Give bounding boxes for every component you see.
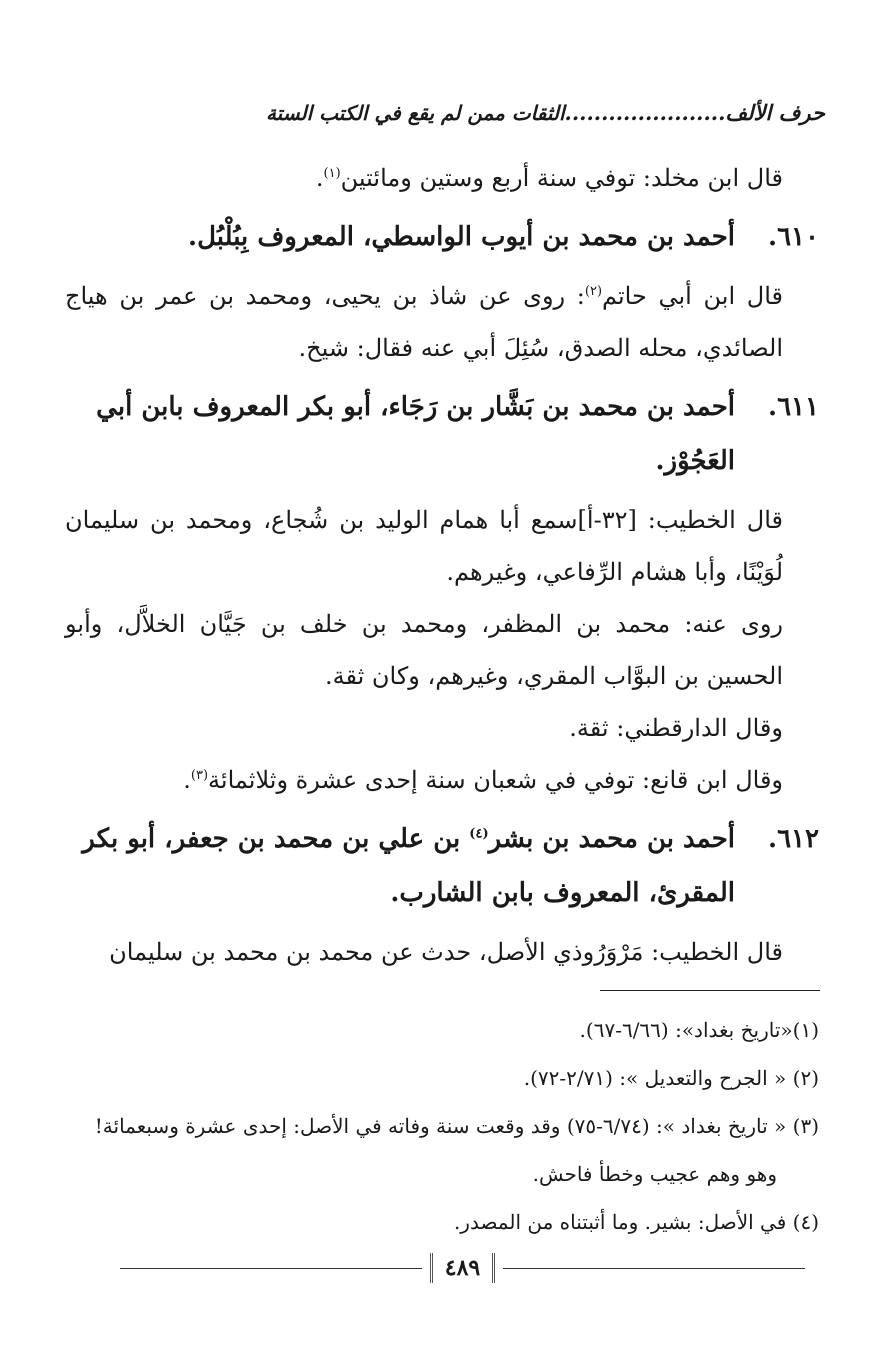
footnote-4: (٤) في الأصل: بشير. وما أثبتناه من المصدر. (453, 1210, 819, 1234)
footnote-3-cont: وهو وهم عجيب وخطأ فاحش. (532, 1162, 777, 1186)
entry-612: ٦١٢.أحمد بن محمد بن بشر$^{(٤)}$ بن علي بن محمد بن جعفر، أبو بكر المقرئ، المعروف بابن الشارب. (65, 812, 819, 920)
paragraph: روى عنه: محمد بن المظفر، ومحمد بن خلف بن جَيَّان الخلاَّل، وأبو الحسين بن البوَّاب المقري، وغيرهم، وكان ثقة. (65, 610, 783, 690)
entry-title: أحمد بن محمد بن بَشَّار بن رَجَاء، أبو بكر المعروف بابن أبي (96, 392, 735, 422)
entry-611 (65, 380, 819, 488)
footnote-ref[interactable]: (١) (323, 166, 341, 181)
footer-line-left (120, 1268, 422, 1269)
entry-title-cont: العَجُوْز. (655, 446, 735, 476)
page-body (65, 152, 819, 978)
footnote-2: (٢) « الجرح والتعديل »: (٢/٧١-٧٢). (523, 1066, 819, 1090)
page-number: ٤٨٩ (430, 1253, 495, 1283)
footnote-ref[interactable]: (٤) (469, 826, 489, 842)
paragraph: قال الخطيب: [٣٢-أ]سمع أبا همام الوليد بن شُجاع، ومحمد بن سليمان لُوَيْنًا، وأبا هشام الرِّفاعي، وغيرهم. (65, 506, 783, 586)
entry-title-cont: المقرئ، المعروف بابن الشارب. (390, 878, 735, 908)
header-chapter: حرف الألف......................الثقات ممن لم يقع في الكتب الستة (265, 99, 825, 125)
footnote-divider (600, 990, 820, 991)
running-header (160, 92, 825, 132)
footnotes (60, 1006, 819, 1246)
footnote-1: (١)«تاريخ بغداد»: (٦/٦٦-٦٧). (579, 1018, 819, 1042)
paragraph: قال ابن مخلد: توفي سنة أربع وستين ومائتين$^{(١)}$. (315, 164, 783, 192)
entry-number: ٦١١. (768, 392, 819, 422)
entry-610 (65, 210, 819, 264)
paragraph: وقال ابن قانع: توفي في شعبان سنة إحدى عشرة وثلاثمائة$^{(٣)}$. (183, 766, 783, 794)
page-footer (120, 1248, 805, 1288)
paragraph: قال الخطيب: مَرْوَرُوذي الأصل، حدث عن محمد بن محمد بن سليمان (109, 938, 783, 966)
entry-title: أحمد بن محمد بن أيوب الواسطي، المعروف بِبُلْبُل. (188, 222, 735, 252)
entry-number: ٦١٠. (768, 222, 819, 252)
footer-line-right (503, 1268, 805, 1269)
footnote-ref[interactable]: (٢) (584, 284, 603, 299)
paragraph: قال ابن أبي حاتم$^{(٢)}$: روى عن شاذ بن يحيى، ومحمد بن عمر بن هياج الصائدي، محله الصدق، سُئِلَ أبي عنه فقال: شيخ. (65, 282, 783, 362)
footnote-3: (٣) « تاريخ بغداد »: (٦/٧٤-٧٥) وقد وقعت سنة وفاته في الأصل: إحدى عشرة وسبعمائة! (94, 1114, 819, 1138)
footnote-ref[interactable]: (٣) (190, 768, 209, 783)
entry-title: أحمد بن محمد بن بشر (488, 824, 735, 854)
entry-number: ٦١٢. (768, 824, 819, 854)
paragraph: وقال الدارقطني: ثقة. (569, 714, 783, 742)
